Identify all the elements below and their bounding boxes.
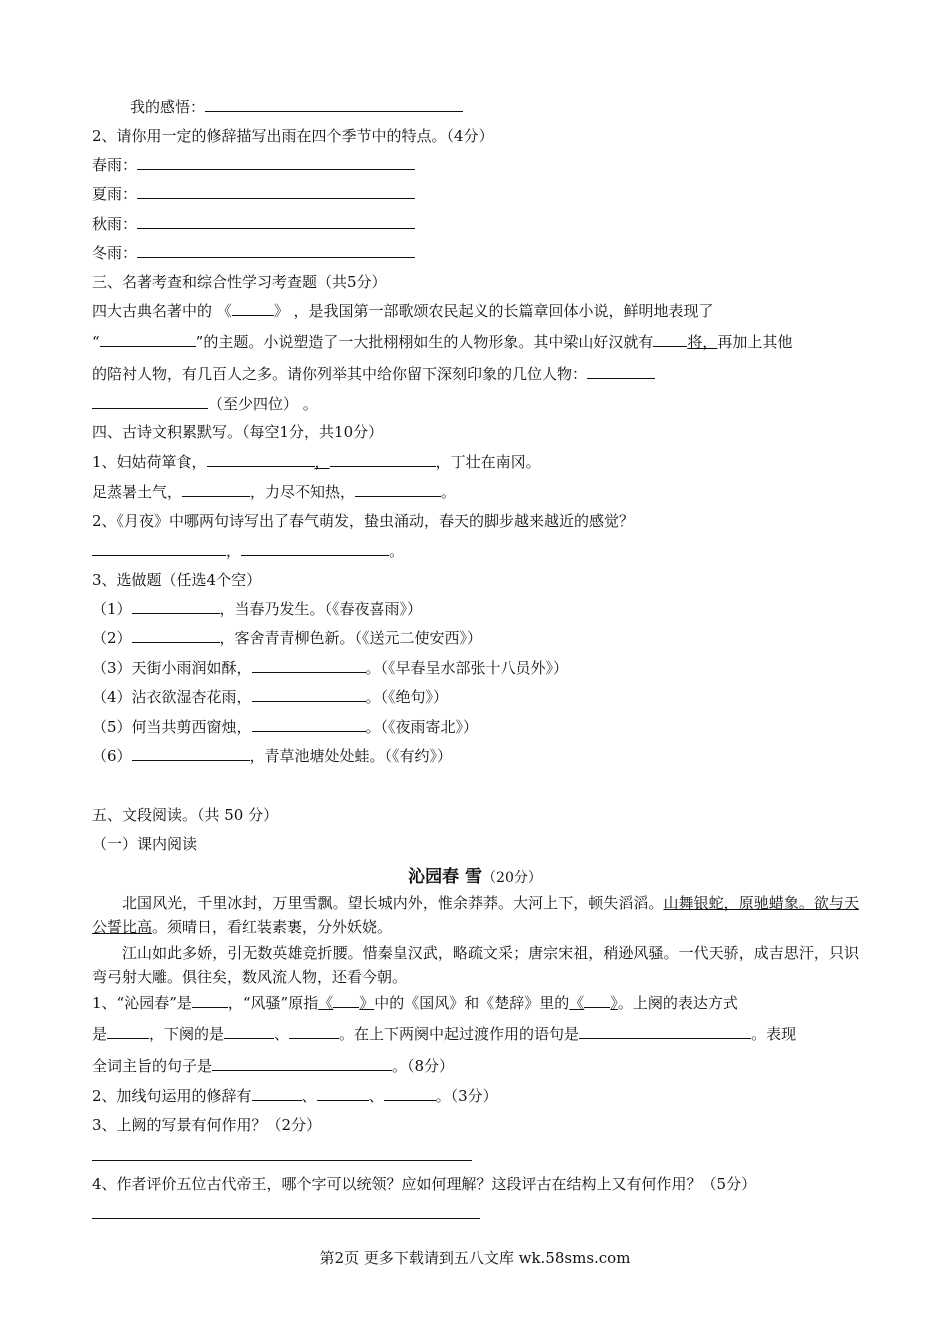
reading-text: 。上阕的表达方式: [617, 994, 738, 1012]
answer-blank[interactable]: [252, 1086, 302, 1101]
poem-title-points: （20分）: [482, 870, 542, 886]
section-3-heading: 三、名著考查和综合性学习考查题（共5分）: [92, 273, 387, 291]
reading-q1-line-2: [92, 1024, 796, 1044]
poem-q2-answer-line: [92, 541, 404, 561]
classics-text: （至少四位） 。: [208, 395, 318, 413]
winter-rain-label: 冬雨：: [92, 244, 138, 262]
choice-blank[interactable]: [132, 599, 220, 614]
section-4-heading: 四、古诗文积累默写。（每空1分，共10分）: [92, 423, 384, 441]
reading-text: 全词主旨的句子是: [92, 1057, 213, 1075]
reading-q2: [92, 1086, 498, 1106]
feeling-label: 我的感悟：: [130, 98, 206, 116]
choice-item-5: [92, 717, 478, 737]
reading-text: 》: [610, 994, 618, 1012]
reading-text: 》: [359, 994, 375, 1012]
feeling-line: [130, 97, 463, 117]
answer-blank[interactable]: [584, 993, 610, 1008]
poem-blank[interactable]: [182, 482, 250, 497]
choice-item-4: [92, 687, 448, 707]
reading-text: 、: [368, 1087, 384, 1105]
poem-blank[interactable]: [207, 452, 315, 467]
theme-blank[interactable]: [100, 332, 196, 347]
summer-rain-line: [92, 184, 415, 204]
poem-text: ，: [314, 453, 330, 471]
poem-text: 1、妇姑荷箪食，: [92, 453, 207, 471]
classics-line-4: [92, 394, 318, 414]
choice-text: （2）: [92, 629, 132, 647]
classics-text: ”的主题。小说塑造了一大批栩栩如生的人物形象。其中梁山好汉就有: [195, 333, 654, 351]
winter-rain-line: [92, 243, 415, 263]
answer-blank[interactable]: [107, 1024, 149, 1039]
summer-rain-blank[interactable]: [137, 184, 415, 199]
reading-text: 。表现: [751, 1025, 797, 1043]
reading-text: 、: [301, 1087, 317, 1105]
poem-blank[interactable]: [330, 452, 436, 467]
poem-q1-line-2: [92, 482, 456, 502]
underlined-sentence: 山舞银蛇，原驰蜡象。欲与天公誓比高: [92, 894, 859, 936]
section-5-subheading: （一）课内阅读: [92, 835, 198, 853]
choice-blank[interactable]: [132, 628, 220, 643]
classics-line-3: [92, 364, 655, 384]
autumn-rain-line: [92, 214, 415, 234]
heroes-count-blank[interactable]: [653, 332, 687, 347]
reading-text: 、: [274, 1025, 290, 1043]
autumn-rain-blank[interactable]: [137, 214, 415, 229]
choice-blank[interactable]: [252, 717, 366, 732]
feeling-blank[interactable]: [205, 97, 463, 112]
choice-text: ，青草池塘处处蛙。（《有约》）: [249, 747, 453, 765]
poem-paragraph-text: 。须晴日，看红装素裹，分外妖娆。: [152, 918, 393, 936]
spring-rain-line: [92, 155, 415, 175]
reading-text: 《: [569, 994, 585, 1012]
answer-blank[interactable]: [333, 993, 359, 1008]
answer-blank[interactable]: [224, 1024, 274, 1039]
reading-text: 1、“沁园春”是: [92, 994, 192, 1012]
answer-blank[interactable]: [289, 1024, 339, 1039]
poem-text: ，力尽不知热，: [250, 483, 356, 501]
poem-text: ，丁壮在南冈。: [435, 453, 541, 471]
section-5-heading: 五、文段阅读。（共 50 分）: [92, 806, 279, 824]
classics-line-2: [92, 332, 792, 352]
poem-title-text: 沁园春 雪: [408, 867, 483, 887]
answer-blank[interactable]: [317, 1086, 369, 1101]
classics-text: 的陪衬人物，有几百人之多。请你列举其中给你留下深刻印象的几位人物：: [92, 365, 588, 383]
winter-rain-blank[interactable]: [137, 243, 415, 258]
reading-text: 。（3分）: [435, 1087, 498, 1105]
spring-rain-blank[interactable]: [137, 155, 415, 170]
choice-item-3: [92, 658, 568, 678]
spring-rain-label: 春雨：: [92, 156, 138, 174]
choice-blank[interactable]: [252, 658, 366, 673]
choice-text: （5）何当共剪西窗烛，: [92, 718, 252, 736]
choice-blank[interactable]: [132, 746, 250, 761]
choice-item-2: [92, 628, 482, 648]
classics-text: 再加上其他: [717, 333, 793, 351]
reading-text: 。在上下两阕中起过渡作用的语句是: [339, 1025, 580, 1043]
poem-blank[interactable]: [92, 541, 226, 556]
answer-blank[interactable]: [384, 1086, 436, 1101]
poem-blank[interactable]: [241, 541, 389, 556]
answer-blank[interactable]: [579, 1024, 751, 1039]
reading-q1-line-1: [92, 993, 738, 1013]
choice-blank[interactable]: [252, 687, 366, 702]
choice-text: 。（《绝句》）: [365, 688, 449, 706]
answer-blank[interactable]: [212, 1056, 392, 1071]
reading-q4: 4、作者评价五位古代帝王，哪个字可以统领？应如何理解？这段评古在结构上又有何作用？（5分）: [92, 1175, 757, 1193]
rain-question: 2、请你用一定的修辞描写出雨在四个季节中的特点。（4分）: [92, 127, 494, 145]
quote-open: “: [92, 333, 100, 351]
classics-line-1: [92, 301, 714, 321]
page-footer: 第2页 更多下载请到五八文库 wk.58sms.com: [319, 1249, 631, 1267]
poem-q1-line-1: [92, 452, 541, 472]
reading-q3-answer-line[interactable]: [92, 1160, 472, 1161]
reading-text: ，下阕的是: [149, 1025, 225, 1043]
characters-blank-2[interactable]: [92, 394, 208, 409]
poem-text: 足蒸暑土气，: [92, 483, 183, 501]
choice-text: （1）: [92, 600, 132, 618]
choice-item-1: [92, 599, 422, 619]
reading-q1-line-3: [92, 1056, 454, 1076]
poem-q3: 3、选做题（任选4个空）: [92, 571, 262, 589]
reading-text: 。（8分）: [392, 1057, 455, 1075]
reading-text: 中的《国风》和《楚辞》里的: [374, 994, 570, 1012]
poem-paragraph-1: [92, 891, 859, 939]
classics-text: 四大古典名著中的 《: [92, 302, 232, 320]
summer-rain-label: 夏雨：: [92, 185, 138, 203]
choice-text: 。（《早春呈水部张十八员外》）: [365, 659, 569, 677]
novel-title-blank[interactable]: [232, 301, 274, 316]
choice-text: ，当春乃发生。（《春夜喜雨》）: [219, 600, 423, 618]
classics-text: 》 ，是我国第一部歌颂农民起义的长篇章回体小说，鲜明地表现了: [273, 302, 714, 320]
choice-text: 。（《夜雨寄北》）: [365, 718, 479, 736]
poem-paragraph-2: 江山如此多娇，引无数英雄竞折腰。惜秦皇汉武，略疏文采；唐宗宋祖，稍逊风骚。一代天骄，成吉思汗，只识弯弓射大雕。俱往矣，数风流人物，还看今朝。: [92, 944, 859, 986]
choice-item-6: [92, 746, 452, 766]
poem-text: ，: [226, 542, 242, 560]
autumn-rain-label: 秋雨：: [92, 215, 138, 233]
poem-text: 。: [441, 483, 457, 501]
choice-text: （6）: [92, 747, 132, 765]
poem-q2: 2、《月夜》中哪两句诗写出了春气萌发，蛰虫涌动，春天的脚步越来越近的感觉？: [92, 512, 635, 530]
reading-text: ，“风骚”原指: [227, 994, 319, 1012]
choice-text: （4）沾衣欲湿杏花雨，: [92, 688, 252, 706]
choice-text: （3）天街小雨润如酥，: [92, 659, 252, 677]
poem-paragraph-text: 北国风光，千里冰封，万里雪飘。望长城内外，惟余莽莽。大河上下，顿失滔滔。: [122, 894, 664, 912]
reading-text: 是: [92, 1025, 108, 1043]
characters-blank-1[interactable]: [587, 364, 655, 379]
poem-text: 。: [389, 542, 405, 560]
poem-title: [0, 862, 950, 887]
reading-text: 2、加线句运用的修辞有: [92, 1087, 252, 1105]
reading-q4-answer-line[interactable]: [92, 1218, 480, 1219]
classics-text: 将，: [687, 333, 718, 351]
reading-q3: 3、上阙的写景有何作用？（2分）: [92, 1116, 322, 1134]
reading-text: 《: [318, 994, 334, 1012]
answer-blank[interactable]: [192, 993, 228, 1008]
poem-blank[interactable]: [355, 482, 441, 497]
choice-text: ，客舍青青柳色新。（《送元二使安西》）: [219, 629, 483, 647]
